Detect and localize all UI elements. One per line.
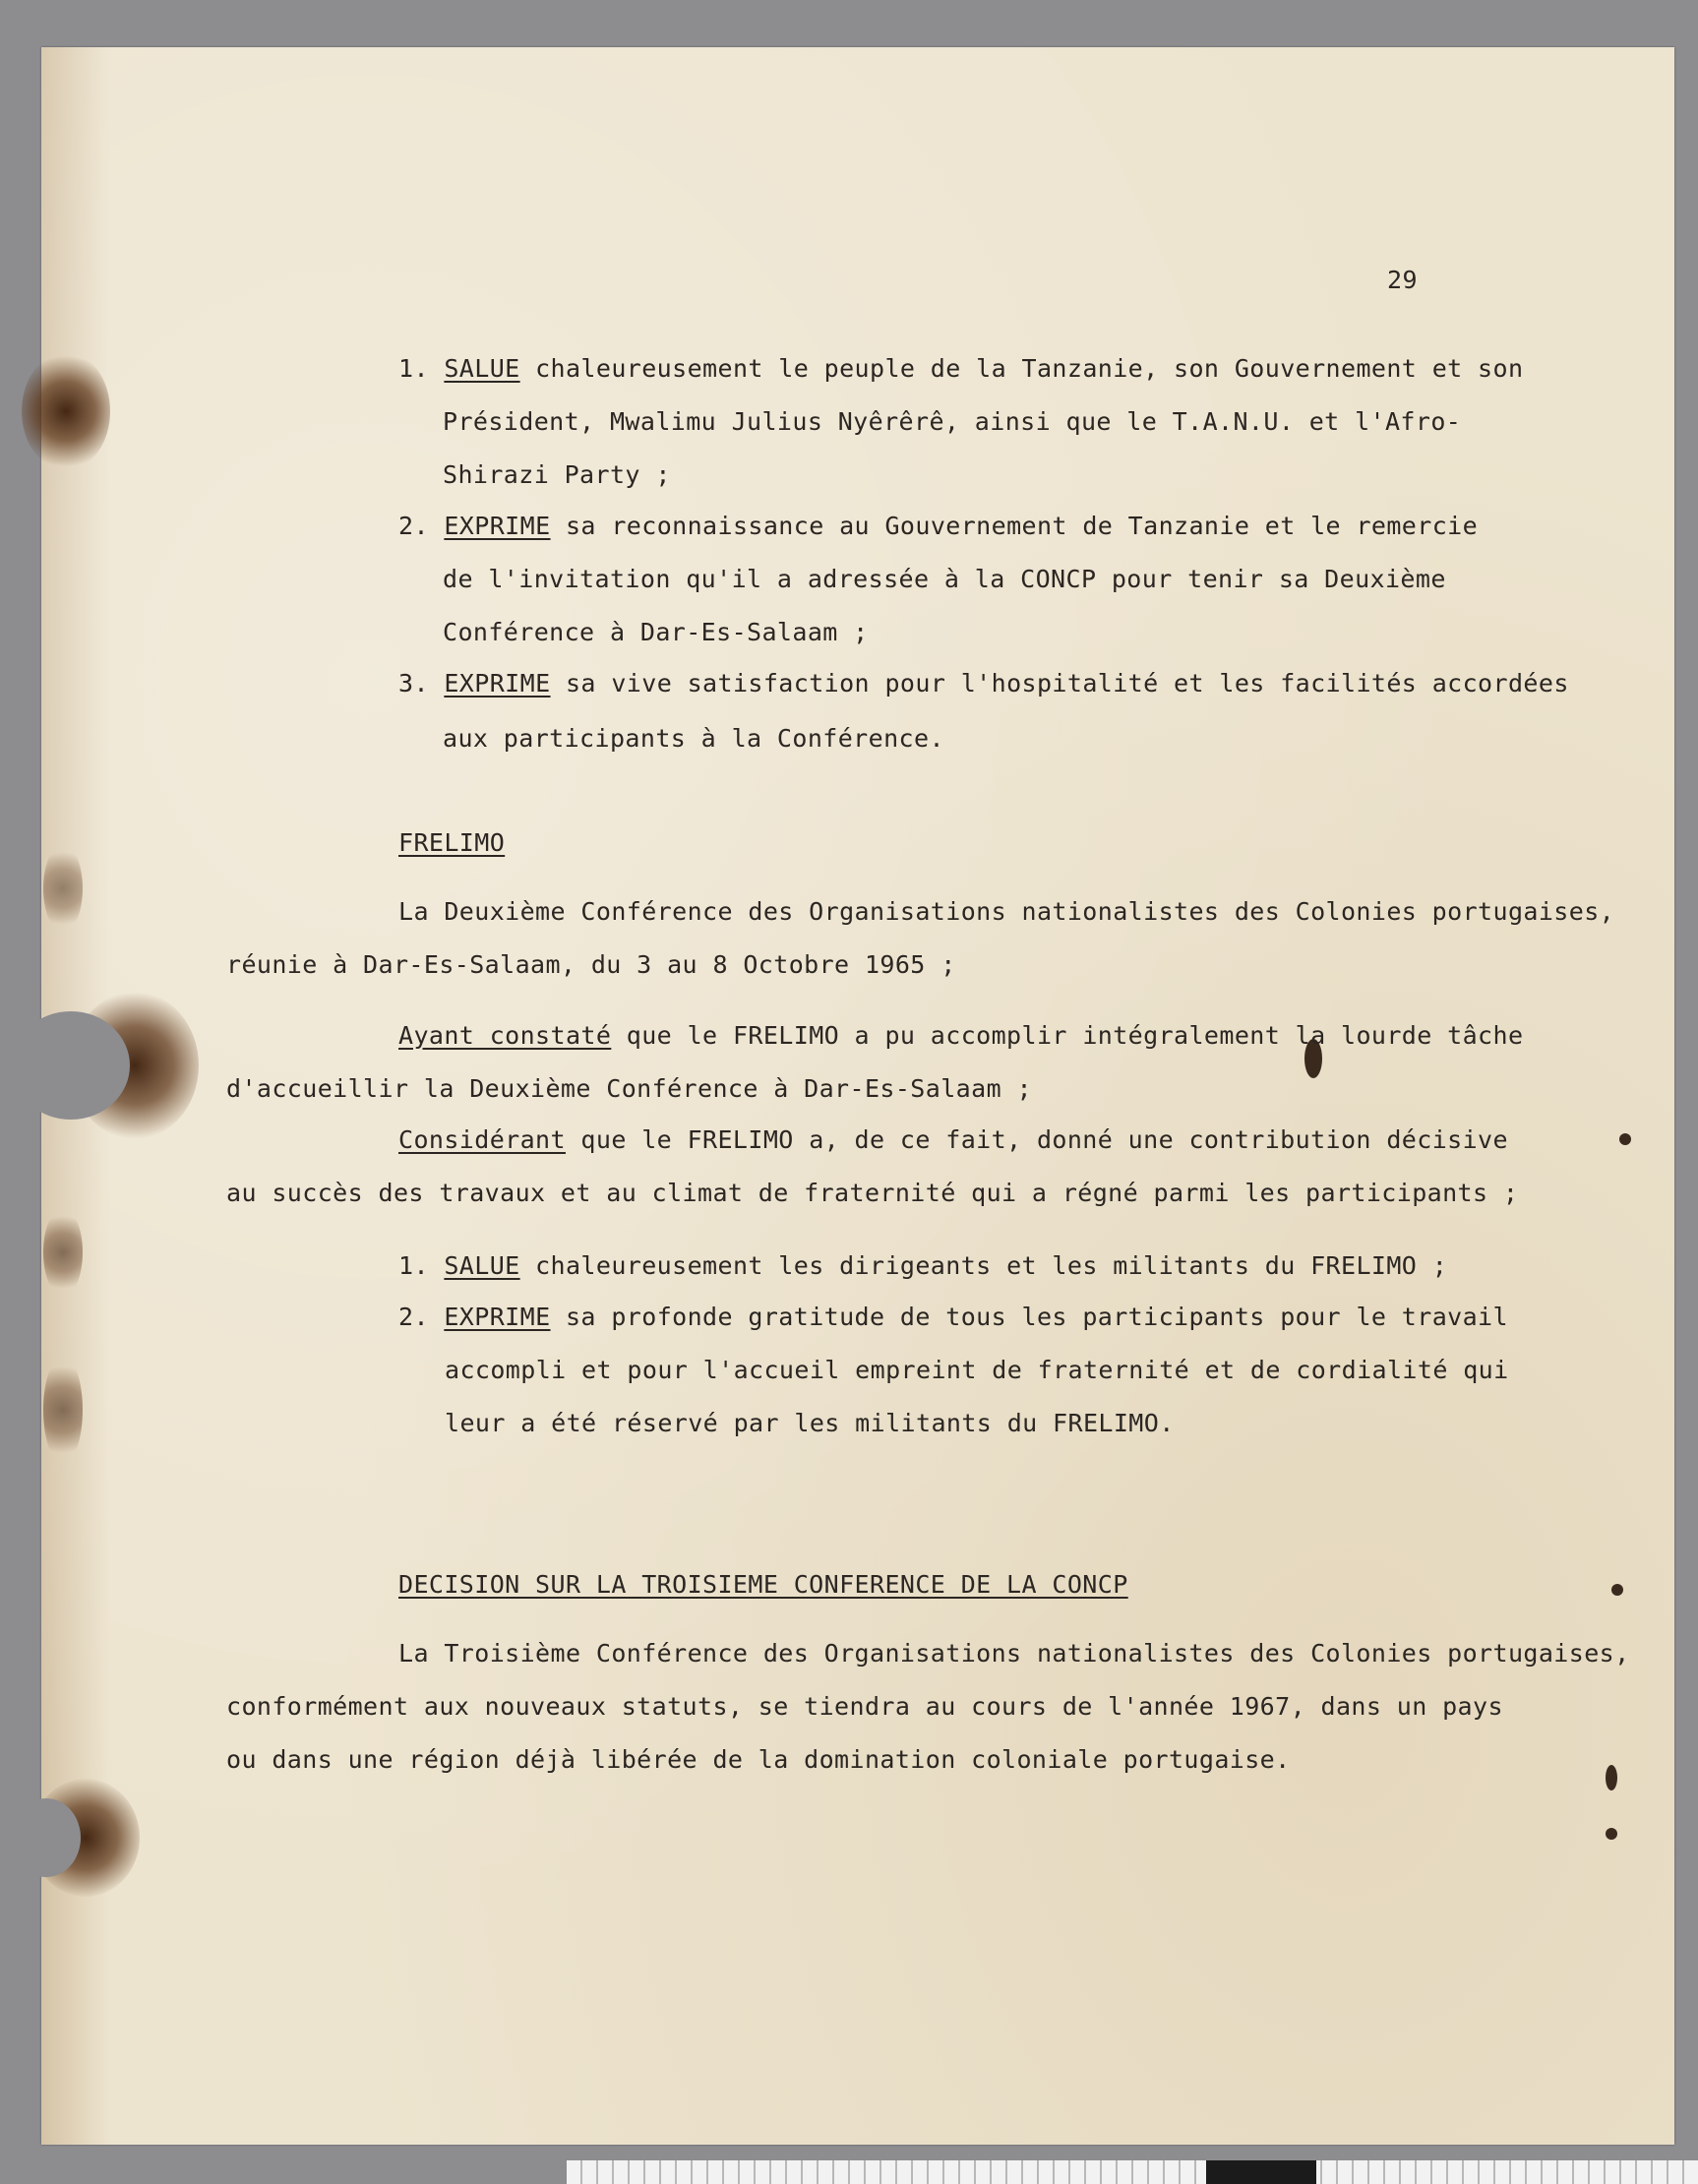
paragraph-text: que le FRELIMO a, de ce fait, donné une contribution décisive xyxy=(565,1125,1508,1154)
section-heading: FRELIMO xyxy=(398,828,506,857)
item-number: 3. xyxy=(398,669,429,698)
ink-spot xyxy=(1606,1828,1617,1840)
item-number: 2. xyxy=(398,512,429,540)
item-text: Président, Mwalimu Julius Nyêrêrê, ainsi que le T.A.N.U. et l'Afro- xyxy=(443,407,1462,436)
item-verb: EXPRIME xyxy=(444,512,551,540)
item-text: accompli et pour l'accueil empreint de fraternité et de cordialité qui xyxy=(445,1356,1509,1384)
item-text: chaleureusement les dirigeants et les militants du FRELIMO ; xyxy=(519,1251,1448,1280)
burn-mark xyxy=(22,352,110,470)
item-number: 1. xyxy=(398,354,429,383)
item-text: sa reconnaissance au Gouvernement de Tanzanie et le remercie xyxy=(550,512,1479,540)
item-text: sa profonde gratitude de tous les participants pour le travail xyxy=(550,1303,1508,1331)
paragraph-text: que le FRELIMO a pu accomplir intégralement la lourde tâche xyxy=(611,1021,1524,1050)
lead-phrase: Ayant constaté xyxy=(398,1021,612,1050)
item-text: Shirazi Party ; xyxy=(443,460,671,489)
ruler-segment xyxy=(1206,2160,1316,2184)
ink-spot xyxy=(1606,1765,1617,1790)
torn-edge xyxy=(12,1798,81,1877)
paragraph-line: La Troisième Conférence des Organisations nationalistes des Colonies portugaises, xyxy=(398,1639,1630,1668)
paragraph-line: réunie à Dar-Es-Salaam, du 3 au 8 Octobre 1965 ; xyxy=(226,950,956,979)
item-number: 1. xyxy=(398,1251,429,1280)
paragraph-line: au succès des travaux et au climat de fraternité qui a régné parmi les participants ; xyxy=(226,1179,1519,1207)
item-verb: EXPRIME xyxy=(444,669,551,698)
list-item xyxy=(398,1251,1447,1280)
lead-phrase: Considérant xyxy=(398,1125,566,1154)
section-heading: DECISION SUR LA TROISIEME CONFERENCE DE LA CONCP xyxy=(398,1570,1128,1599)
paragraph-line: d'accueillir la Deuxième Conférence à Dar-Es-Salaam ; xyxy=(226,1074,1032,1103)
item-verb: SALUE xyxy=(444,354,520,383)
ink-spot xyxy=(1619,1133,1631,1145)
scale-ruler xyxy=(567,2160,1698,2184)
burn-mark xyxy=(43,1356,83,1464)
item-text: aux participants à la Conférence. xyxy=(443,724,944,753)
paragraph-line xyxy=(398,1021,1523,1050)
list-item xyxy=(398,512,1478,540)
item-text: Conférence à Dar-Es-Salaam ; xyxy=(443,618,869,646)
page-number: 29 xyxy=(1387,266,1418,294)
paragraph-line: La Deuxième Conférence des Organisations nationalistes des Colonies portugaises, xyxy=(398,897,1615,926)
item-text: chaleureusement le peuple de la Tanzanie, son Gouvernement et son xyxy=(519,354,1524,383)
item-verb: SALUE xyxy=(444,1251,520,1280)
paragraph-line xyxy=(398,1125,1508,1154)
ink-spot xyxy=(1611,1584,1623,1596)
paragraph-line: ou dans une région déjà libérée de la domination coloniale portugaise. xyxy=(226,1745,1291,1774)
burn-mark xyxy=(43,1208,83,1297)
item-text: leur a été réservé par les militants du FRELIMO. xyxy=(445,1409,1175,1437)
torn-edge xyxy=(12,1011,130,1120)
item-verb: EXPRIME xyxy=(444,1303,551,1331)
list-item xyxy=(398,669,1569,698)
list-item xyxy=(398,1303,1508,1331)
item-text: de l'invitation qu'il a adressée à la CONCP pour tenir sa Deuxième xyxy=(443,565,1446,593)
item-text: sa vive satisfaction pour l'hospitalité et les facilités accordées xyxy=(550,669,1569,698)
paragraph-line: conformément aux nouveaux statuts, se tiendra au cours de l'année 1967, dans un pays xyxy=(226,1692,1503,1721)
list-item xyxy=(398,354,1523,383)
item-number: 2. xyxy=(398,1303,429,1331)
burn-mark xyxy=(43,844,83,933)
